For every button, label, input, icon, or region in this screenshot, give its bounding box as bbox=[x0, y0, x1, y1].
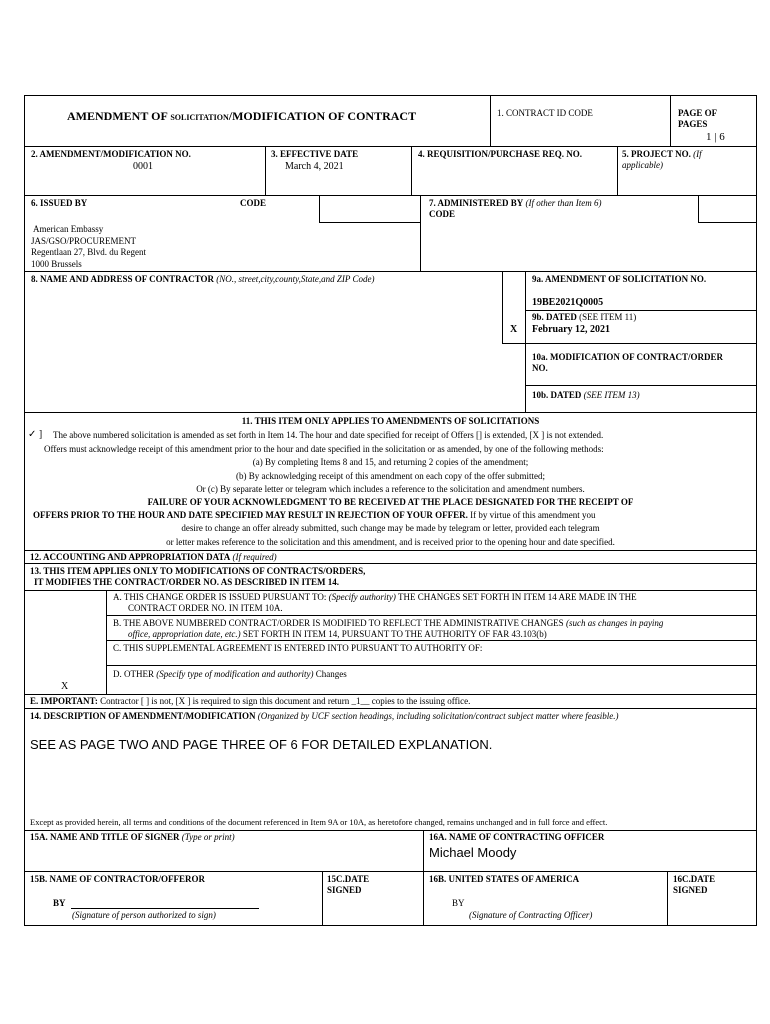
divider bbox=[502, 271, 503, 343]
divider bbox=[525, 385, 757, 386]
item-11-text: Or (c) By separate letter or telegram which includes a reference to the solicitation and amendment numbers. bbox=[196, 484, 585, 494]
divider bbox=[322, 871, 323, 926]
divider bbox=[106, 615, 757, 616]
divider bbox=[24, 146, 757, 147]
amendment-no-label: 2. AMENDMENT/MODIFICATION NO. bbox=[31, 149, 191, 159]
item-10b-label: 10b. DATED (SEE ITEM 13) bbox=[532, 390, 640, 400]
issuer-address-line: Regentlaan 27, Blvd. du Regent bbox=[31, 247, 146, 257]
divider bbox=[667, 871, 668, 926]
item-15b-label: 15B. NAME OF CONTRACTOR/OFFEROR bbox=[30, 874, 206, 884]
requisition-label: 4. REQUISITION/PURCHASE REQ. NO. bbox=[418, 149, 583, 159]
effective-date-value: March 4, 2021 bbox=[285, 161, 344, 172]
divider bbox=[420, 195, 421, 271]
item-15c-label-2: SIGNED bbox=[327, 885, 362, 895]
divider bbox=[24, 708, 757, 709]
divider bbox=[490, 95, 491, 146]
pages-label: PAGES bbox=[678, 119, 708, 129]
item-14-footer: Except as provided herein, all terms and conditions of the document referenced in Item 9A or 10A, as heretofore changed, remains unchanged and in full force and effect. bbox=[30, 817, 608, 827]
item-12-label: 12. ACCOUNTING AND APPROPRIATION DATA (If required) bbox=[30, 552, 277, 562]
item-14-label: 14. DESCRIPTION OF AMENDMENT/MODIFICATION (Organized by UCF section headings, including solicitation/contract subject matter where feasible.) bbox=[30, 711, 619, 721]
item-13b: B. THE ABOVE NUMBERED CONTRACT/ORDER IS MODIFIED TO REFLECT THE ADMINISTRATIVE CHANGES (such as changes in paying bbox=[113, 618, 664, 628]
page-value: 1 | 6 bbox=[706, 131, 725, 143]
item-13-heading-2: IT MODIFIES THE CONTRACT/ORDER NO. AS DESCRIBED IN ITEM 14. bbox=[34, 577, 339, 587]
issued-by-label: 6. ISSUED BY bbox=[31, 198, 88, 208]
item-11-check: ✓ ] bbox=[28, 429, 43, 440]
item-15b-by: BY bbox=[53, 898, 66, 908]
frame-bottom bbox=[24, 925, 757, 926]
divider bbox=[24, 830, 757, 831]
divider bbox=[265, 146, 266, 195]
item-13a-2: CONTRACT ORDER NO. IN ITEM 10A. bbox=[128, 603, 283, 613]
divider bbox=[502, 343, 757, 344]
item-9a-label: 9a. AMENDMENT OF SOLICITATION NO. bbox=[532, 274, 707, 284]
divider bbox=[411, 146, 412, 195]
item-13c: C. THIS SUPPLEMENTAL AGREEMENT IS ENTERED INTO PURSUANT TO AUTHORITY OF: bbox=[113, 643, 483, 653]
divider bbox=[24, 871, 757, 872]
divider bbox=[617, 146, 618, 195]
item-13d: D. OTHER (Specify type of modification and authority) Changes bbox=[113, 669, 347, 679]
item-11-warning-2: OFFERS PRIOR TO THE HOUR AND DATE SPECIFIED MAY RESULT IN REJECTION OF YOUR OFFER. If by virtue of this amendment you bbox=[33, 510, 596, 520]
administered-code-label: CODE bbox=[429, 209, 456, 219]
divider bbox=[106, 665, 757, 666]
item-13a: A. THIS CHANGE ORDER IS ISSUED PURSUANT TO: (Specify authority) THE CHANGES SET FORTH IN ITEM 14 ARE MADE IN THE bbox=[113, 592, 637, 602]
item-10a-label-2: NO. bbox=[532, 363, 548, 373]
divider bbox=[423, 830, 424, 926]
frame-left bbox=[24, 95, 25, 926]
divider bbox=[525, 271, 526, 412]
issuer-address-line: 1000 Brussels bbox=[31, 259, 82, 269]
administered-by-label: 7. ADMINISTERED BY (If other than Item 6) bbox=[429, 198, 602, 208]
page-label: PAGE OF bbox=[678, 108, 718, 118]
amendment-no-value: 0001 bbox=[133, 161, 153, 172]
item-16b-by: BY bbox=[452, 898, 465, 908]
divider bbox=[319, 195, 320, 222]
divider bbox=[24, 590, 757, 591]
item-11-text: (b) By acknowledging receipt of this amendment on each copy of the offer submitted; bbox=[236, 471, 545, 481]
item-11-text: desire to change an offer already submitted, such change may be made by telegram or letter, provided each telegram bbox=[181, 523, 600, 533]
item-11-text: The above numbered solicitation is amended as set forth in Item 14. The hour and date specified for receipt of Offers [] is extended, [X ] is not extended. bbox=[53, 430, 604, 440]
divider bbox=[525, 310, 757, 311]
item-10a-label: 10a. MODIFICATION OF CONTRACT/ORDER bbox=[532, 352, 724, 362]
project-no-note: applicable) bbox=[622, 160, 663, 170]
item-11-warning: FAILURE OF YOUR ACKNOWLEDGMENT TO BE RECEIVED AT THE PLACE DESIGNATED FOR THE RECEIPT OF bbox=[147, 497, 634, 507]
frame-right bbox=[756, 95, 757, 926]
item-9b-label: 9b. DATED (SEE ITEM 11) bbox=[532, 312, 637, 322]
form-title: AMENDMENT OF SOLICITATION/MODIFICATION OF CONTRACT bbox=[67, 109, 417, 123]
item-16c-label-2: SIGNED bbox=[673, 885, 708, 895]
item-9b-value: February 12, 2021 bbox=[532, 324, 611, 335]
divider bbox=[698, 195, 699, 222]
contracting-officer-name: Michael Moody bbox=[429, 845, 517, 860]
divider bbox=[24, 694, 757, 695]
divider bbox=[24, 550, 757, 551]
item-15c-label: 15C.DATE bbox=[327, 874, 370, 884]
item-11-heading: 11. THIS ITEM ONLY APPLIES TO AMENDMENTS OF SOLICITATIONS bbox=[241, 416, 540, 426]
item-13-heading: 13. THIS ITEM APPLIES ONLY TO MODIFICATIONS OF CONTRACTS/ORDERS, bbox=[30, 566, 366, 576]
project-no-label: 5. PROJECT NO. (If bbox=[622, 149, 702, 159]
divider bbox=[319, 222, 420, 223]
divider bbox=[24, 271, 757, 272]
effective-date-label: 3. EFFECTIVE DATE bbox=[271, 149, 359, 159]
item-16b-label: 16B. UNITED STATES OF AMERICA bbox=[429, 874, 580, 884]
item-9-mark: X bbox=[510, 324, 518, 335]
item-9a-value: 19BE2021Q0005 bbox=[532, 297, 604, 308]
item-11-text: or letter makes reference to the solicitation and this amendment, and is received prior to the opening hour and date specified. bbox=[166, 537, 615, 547]
divider bbox=[106, 590, 107, 694]
issuer-address-line: JAS/GSO/PROCUREMENT bbox=[31, 236, 137, 246]
item-14-body: SEE AS PAGE TWO AND PAGE THREE OF 6 FOR DETAILED EXPLANATION. bbox=[30, 737, 493, 752]
item-16c-label: 16C.DATE bbox=[673, 874, 716, 884]
divider bbox=[24, 412, 757, 413]
item-16a-label: 16A. NAME OF CONTRACTING OFFICER bbox=[429, 832, 605, 842]
item-13-mark: X bbox=[61, 681, 69, 692]
contract-id-label: 1. CONTRACT ID CODE bbox=[497, 108, 593, 118]
item-11-text: Offers must acknowledge receipt of this amendment prior to the hour and date specified in the solicitation or as amended, by one of the following methods: bbox=[44, 444, 604, 454]
contractor-label: 8. NAME AND ADDRESS OF CONTRACTOR (NO., street,city,county,State,and ZIP Code) bbox=[31, 274, 375, 284]
item-15a-label: 15A. NAME AND TITLE OF SIGNER (Type or print) bbox=[30, 832, 235, 842]
issued-code-label: CODE bbox=[240, 198, 267, 208]
issuer-address-line: American Embassy bbox=[33, 224, 104, 234]
divider bbox=[670, 95, 671, 146]
item-13b-2: office, appropriation date, etc.) SET FORTH IN ITEM 14, PURSUANT TO THE AUTHORITY OF FAR 43.103(b) bbox=[128, 629, 547, 639]
item-11-text: (a) By completing Items 8 and 15, and returning 2 copies of the amendment; bbox=[252, 457, 529, 467]
item-16b-signature-note: (Signature of Contracting Officer) bbox=[469, 910, 593, 920]
item-e: E. IMPORTANT: Contractor [ ] is not, [X ] is required to sign this document and return _1__ copies to the issuing office. bbox=[30, 696, 471, 706]
frame-top bbox=[24, 95, 757, 96]
item-15b-signature-note: (Signature of person authorized to sign) bbox=[72, 910, 216, 920]
signature-line bbox=[71, 908, 259, 909]
divider bbox=[698, 222, 757, 223]
divider bbox=[24, 195, 757, 196]
divider bbox=[24, 563, 757, 564]
divider bbox=[106, 640, 757, 641]
